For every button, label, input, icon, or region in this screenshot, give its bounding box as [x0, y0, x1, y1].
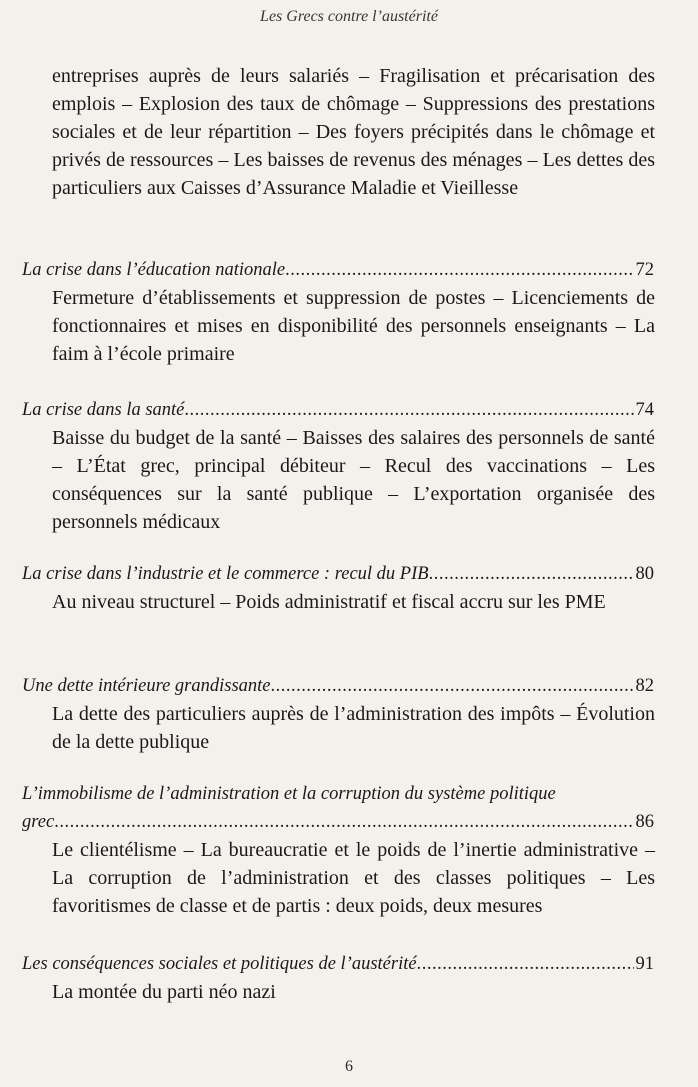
entry-title-text: La crise dans l’éducation nationale [22, 260, 286, 280]
entry-description: Fermeture d’établissements et suppression de postes – Licenciements de fonctionnaires et mises en disponibilité des personnels enseignants – La faim à l’école primaire [52, 287, 655, 365]
leader-dots [417, 950, 634, 978]
leader-dots [285, 256, 633, 284]
toc-entry-title[interactable] [22, 396, 654, 424]
entry-title-text: La crise dans la santé [22, 400, 185, 420]
toc-entry-title[interactable] [22, 256, 654, 284]
entry-page-number: 72 [635, 260, 654, 280]
toc-entry-title[interactable] [22, 672, 654, 700]
leader-dots [184, 396, 633, 424]
entry-description: La montée du parti néo nazi [52, 981, 276, 1003]
page-number: 6 [345, 1058, 353, 1075]
entry-title-text: La crise dans l’industrie et le commerce : recul du PIB [22, 564, 429, 584]
running-head: Les Grecs contre l’austérité [260, 8, 438, 25]
entry-page-number: 91 [635, 954, 654, 974]
entry-title-text: Les conséquences sociales et politiques de l’austérité [22, 954, 417, 974]
entry-description: La dette des particuliers auprès de l’administration des impôts – Évolution de la dette publique [52, 703, 655, 753]
entry-description: Le clientélisme – La bureaucratie et le poids de l’inertie administrative – La corruption de l’administration et des classes politiques – Les favoritismes de classe et de partis : deux poids, deux mesures [52, 839, 655, 917]
leader-dots [54, 808, 633, 836]
entry-title-text: L’immobilisme de l’administration et la corruption du système politique [22, 784, 556, 804]
entry-title-text: grec [22, 812, 55, 832]
toc-entry-title[interactable] [22, 560, 654, 588]
toc-entry-title[interactable] [22, 950, 654, 978]
leader-dots [271, 672, 634, 700]
leader-dots [429, 560, 634, 588]
entry-description: Au niveau structurel – Poids administratif et fiscal accru sur les PME [52, 591, 606, 613]
entry-title-text: Une dette intérieure grandissante [22, 676, 271, 696]
entry-description: Baisse du budget de la santé – Baisses des salaires des personnels de santé – L’État grec, principal débiteur – Recul des vaccinations – Les conséquences sur la santé publique – L’exportation organisée des personnels médicaux [52, 427, 655, 533]
entry-page-number: 74 [635, 400, 654, 420]
entry-page-number: 86 [635, 812, 654, 832]
toc-entry-title[interactable] [22, 780, 654, 836]
intro-description: entreprises auprès de leurs salariés – Fragilisation et précarisation des emplois – Explosion des taux de chômage – Suppressions des prestations sociales et de leur répartition – Des foyers précipités dans le chômage et privés de ressources – Les baisses de revenus des ménages – Les dettes des particuliers aux Caisses d’Assurance Maladie et Vieillesse [52, 65, 655, 199]
entry-page-number: 80 [635, 564, 654, 584]
entry-page-number: 82 [635, 676, 654, 696]
